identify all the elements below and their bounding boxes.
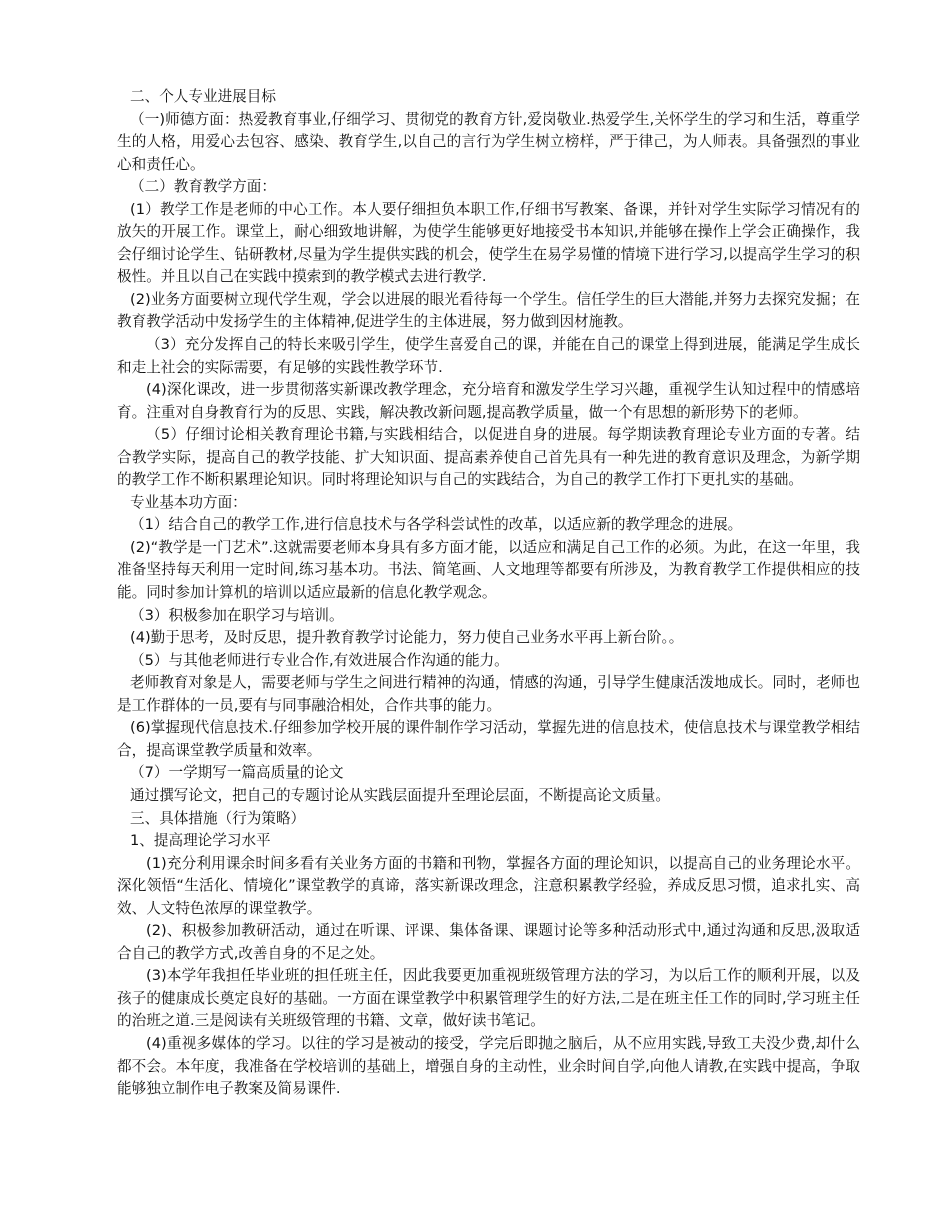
paragraph: (4)深化课改，进一步贯彻落实新课改教学理念，充分培育和激发学生学习兴趣，重视学生认知过程中的情感培育。注重对自身教育行为的反思、实践，解决教改新问题,提高教学质量，做一个有思想的新形势下的老师。 [117,381,860,421]
paragraph: (4)重视多媒体的学习。以往的学习是被动的接受，学完后即抛之脑后，从不应用实践,导致工夫没少费,却什么都不会。本年度，我准备在学校培训的基础上，增强自身的主动性，业余时间自学,向他人请教,在实践中提高，争取能够独立制作电子教案及简易课件. [117,1034,860,1098]
paragraph: （5）仔细讨论相关教育理论书籍,与实践相结合，以促进自身的进展。每学期读教育理论专业方面的专著。结合教学实际，提高自己的教学技能、扩大知识面、提高素养使自己首先具有一种先进的教育意识及理念，为新学期的教学工作不断积累理论知识。同时将理论知识与自己的实践结合，为自己的教学工作打下更扎实的基础。 [117,426,860,489]
paragraph: 二、个人专业进展目标 [130,88,276,105]
paragraph: (6)掌握现代信息技术.仔细参加学校开展的课件制作学习活动，掌握先进的信息技术，使信息技术与课堂教学相结合，提高课堂教学质量和效率。 [117,719,860,759]
paragraph: （3）充分发挥自己的特长来吸引学生，使学生喜爱自己的课，并能在自己的课堂上得到进展，能满足学生成长和走上社会的实际需要，有足够的实践性教学环节. [117,336,860,376]
paragraph: 专业基本功方面： [130,493,247,511]
paragraph: （3）积极参加在职学习与培训。 [130,606,344,624]
paragraph: (1）教学工作是老师的中心工作。本人要仔细担负本职工作,仔细书写教案、备课，并针对学生实际学习情况有的放矢的开展工作。课堂上，耐心细致地讲解，为使学生能够更好地接受书本知识,并能够在操作上学会正确操作，我会仔细讨论学生、钻研教材,尽量为学生提供实践的机会，使学生在易学易懂的情境下进行学习,以提高学生学习的积极性。并且以自己在实践中摸索到的教学模式去进行教学. [117,200,860,286]
paragraph: （一)师德方面：热爱教育事业,仔细学习、贯彻党的教育方针,爱岗敬业.热爱学生,关怀学生的学习和生活，尊重学生的人格，用爱心去包容、感染、教育学生,以自己的言行为学生树立榜样，严于律己，为人师表。具备强烈的事业心和责任心。 [117,110,860,173]
paragraph: (4)勤于思考，及时反思，提升教育教学讨论能力，努力使自己业务水平再上新台阶。。 [130,629,684,647]
paragraph: （5）与其他老师进行专业合作,有效进展合作沟通的能力。 [130,651,509,669]
paragraph: (2)“教学是一门艺术”.这就需要老师本身具有多方面才能，以适应和满足自己工作的必须。为此，在这一年里，我准备坚持每天利用一定时间,练习基本功。书法、简笔画、人文地理等都要有所涉及，为教育教学工作提供相应的技能。同时参加计算机的培训以适应最新的信息化教学观念。 [117,538,860,602]
paragraph: (2)业务方面要树立现代学生观，学会以进展的眼光看待每一个学生。信任学生的巨大潜能,并努力去探究发掘；在教育教学活动中发扬学生的主体精神,促进学生的主体进展，努力做到因材施教。 [117,290,860,331]
paragraph: 通过撰写论文，把自己的专题讨论从实践层面提升至理论层面，不断提高论文质量。 [130,786,670,804]
paragraph: （1）结合自己的教学工作,进行信息技术与各学科尝试性的改革，以适应新的教学理念的进展。 [130,516,743,534]
paragraph: (3)本学年我担任毕业班的担任班主任，因此我要更加重视班级管理方法的学习，为以后工作的顺利开展，以及孩子的健康成长奠定良好的基础。一方面在课堂教学中积累管理学生的好方法,二是在班主任工作的同时,学习班主任的治班之道.三是阅读有关班级管理的书籍、文章，做好读书笔记。 [117,967,860,1030]
paragraph: （二）教育教学方面： [130,178,276,196]
paragraph: 1、提高理论学习水平 [130,832,271,850]
paragraph: 三、具体措施（行为策略） [130,809,306,827]
paragraph: （7）一学期写一篇高质量的论文 [130,764,344,782]
paragraph: 老师教育对象是人，需要老师与学生之间进行精神的沟通，情感的沟通，引导学生健康活泼地成长。同时，老师也是工作群体的一员,要有与同事融洽相处，合作共事的能力。 [117,674,860,714]
document-body [117,86,860,1101]
paragraph: (1)充分利用课余时间多看有关业务方面的书籍和刊物，掌握各方面的理论知识，以提高自己的业务理论水平。深化领悟“生活化、情境化”课堂教学的真谛，落实新课改理念，注意积累教学经验，养成反思习惯，追求扎实、高效、人文特色浓厚的课堂教学。 [117,854,860,917]
paragraph: (2)、积极参加教研活动，通过在听课、评课、集体备课、课题讨论等多种活动形式中,通过沟通和反思,汲取适合自己的教学方式,改善自身的不足之处。 [117,922,860,962]
